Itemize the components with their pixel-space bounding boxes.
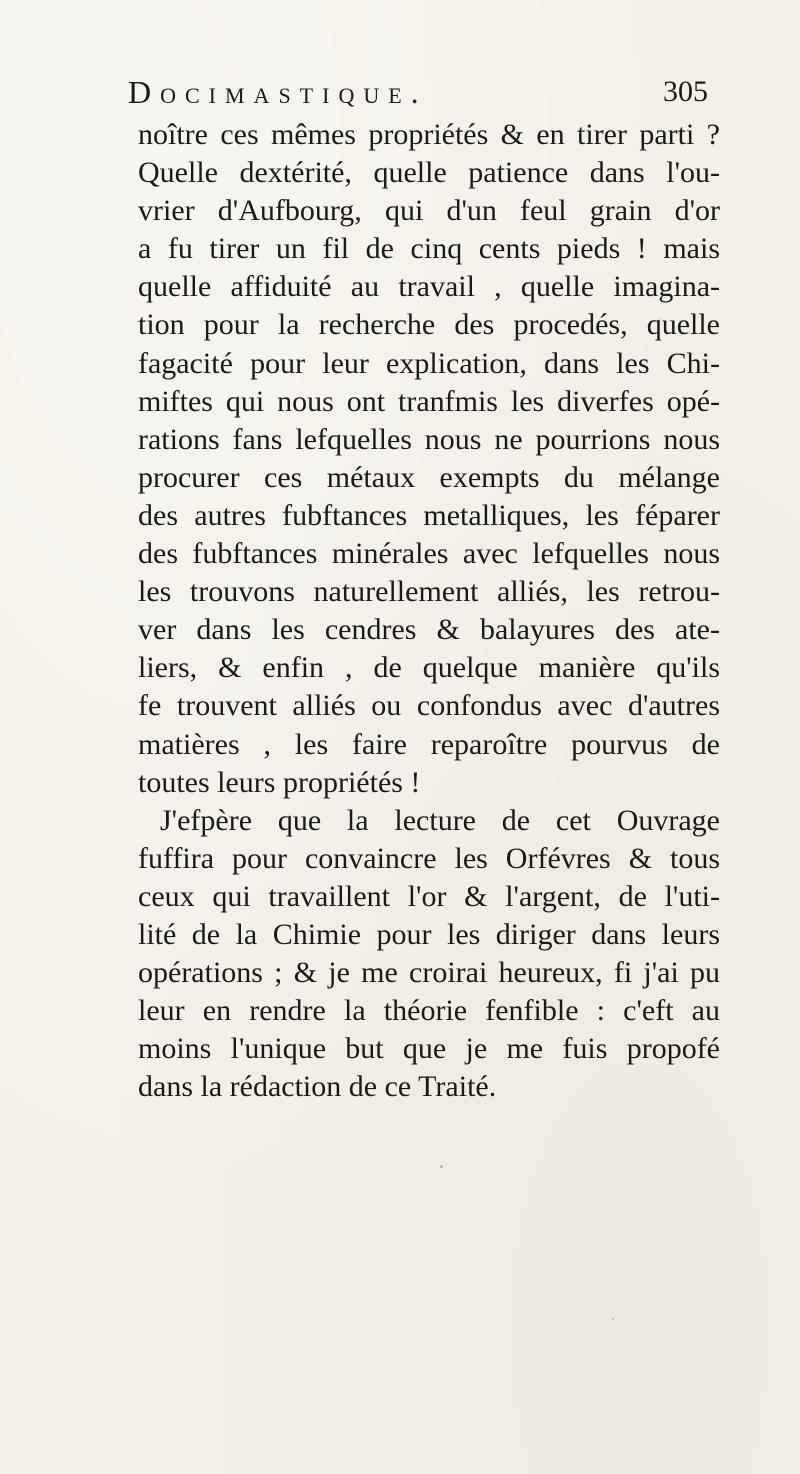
text-line: toutes leurs propriétés ! [138, 765, 421, 799]
text-line: des autres fubftances metalliques, les féparer [138, 498, 720, 532]
text-line: ceux qui travaillent l'or & l'argent, de l'uti- [138, 879, 720, 913]
text-line: rations fans lefquelles nous ne pourrions nous [138, 422, 720, 456]
text-line: tion pour la recherche des procedés, quelle [138, 308, 720, 342]
text-line: vrier d'Aufbourg, qui d'un feul grain d'or [138, 194, 720, 228]
text-line: miftes qui nous ont tranfmis les diverfes opé- [138, 384, 720, 418]
text-line: fagacité pour leur explication, dans les Chi- [138, 346, 720, 380]
text-line: matières , les faire reparoître pourvus de [138, 727, 720, 761]
running-title: Docimastique. [128, 74, 428, 110]
body-text [138, 116, 720, 1106]
text-line: liers, & enfin , de quelque manière qu'ils [138, 651, 720, 685]
text-line: moins l'unique but que je me fuis propofé [138, 1032, 720, 1066]
text-line: opérations ; & je me croirai heureux, fi j'ai pu [138, 956, 720, 990]
text-line: fuffira pour convaincre les Orfévres & tous [138, 841, 720, 875]
text-line: noître ces mêmes propriétés & en tirer parti ? [138, 118, 720, 151]
paper-speck [440, 1165, 443, 1168]
text-line: ver dans les cendres & balayures des ate- [138, 613, 720, 647]
text-line: fe trouvent alliés ou confondus avec d'autres [138, 689, 720, 723]
text-line: les trouvons naturellement alliés, les retrou- [138, 575, 720, 609]
text-line: dans la rédaction de ce Traité. [138, 1070, 497, 1104]
text-line: procurer ces métaux exempts du mélange [138, 460, 720, 494]
text-line: lité de la Chimie pour les diriger dans leurs [138, 917, 720, 951]
text-line: des fubftances minérales avec lefquelles nous [138, 537, 720, 571]
text-line: J'efpère que la lecture de cet Ouvrage [160, 803, 720, 837]
page-header [128, 72, 708, 112]
text-line: Quelle dextérité, quelle patience dans l'ou- [138, 156, 720, 190]
paper-speck [612, 1318, 614, 1320]
text-line: a fu tirer un fil de cinq cents pieds ! mais [138, 232, 720, 266]
page-number: 305 [663, 75, 708, 108]
text-line: quelle affiduité au travail , quelle imagina- [138, 270, 720, 304]
text-line: leur en rendre la théorie fenfible : c'eft au [138, 994, 720, 1028]
